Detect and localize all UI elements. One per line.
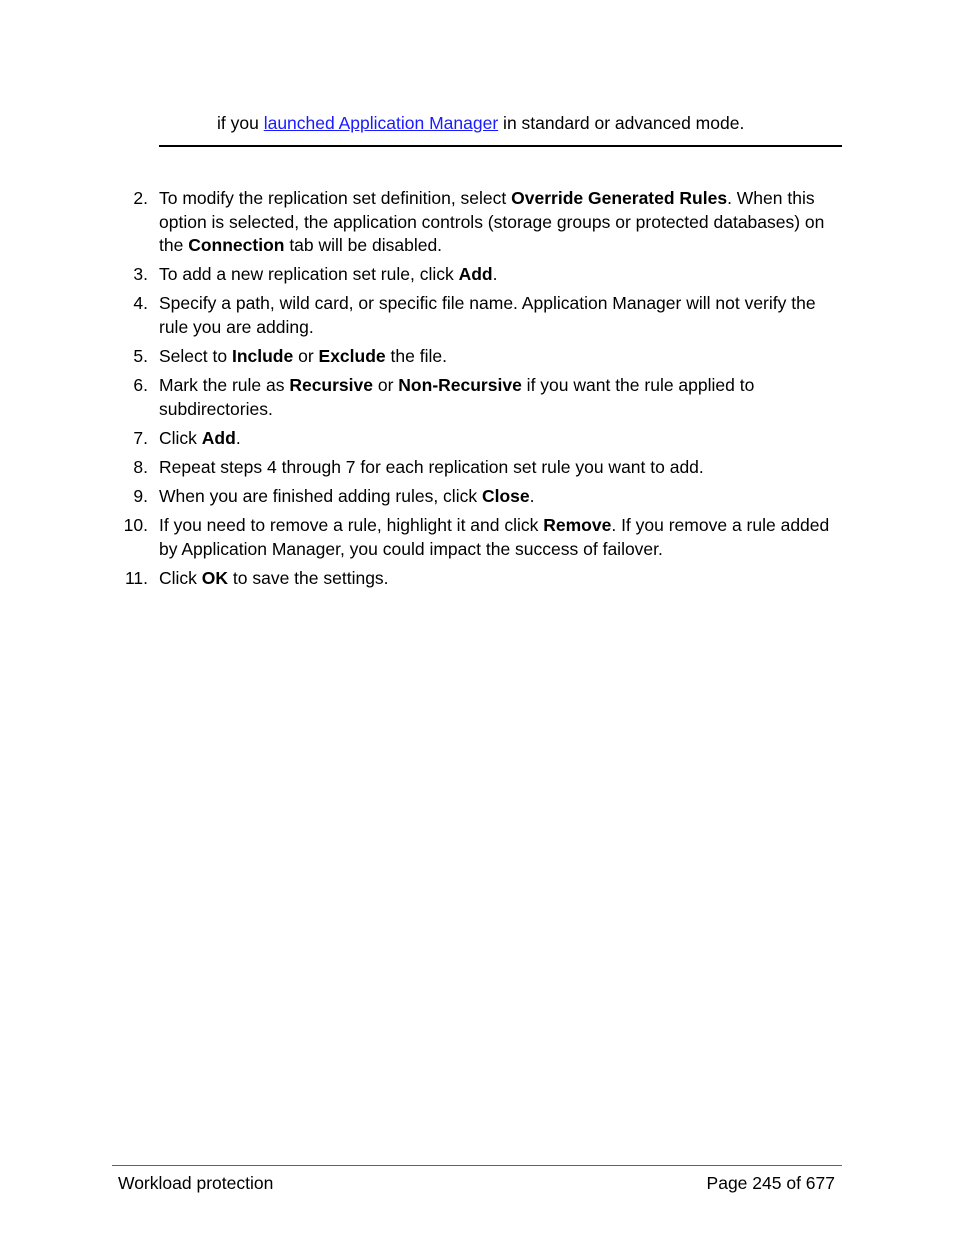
step-text-run: to save the settings. xyxy=(228,568,389,588)
step-text xyxy=(159,485,839,509)
step-text xyxy=(159,345,839,369)
step-ui-term: Override Generated Rules xyxy=(511,188,728,208)
step-text xyxy=(159,456,839,480)
footer-section-title: Workload protection xyxy=(118,1173,274,1193)
step-number: 11. xyxy=(124,568,148,588)
step-text xyxy=(159,374,839,421)
step-text-run: Mark the rule as xyxy=(159,375,290,395)
step-text xyxy=(159,292,839,339)
step-number: 9. xyxy=(133,486,148,506)
note-prefix: if you xyxy=(217,113,264,133)
step-text xyxy=(159,567,839,591)
step-text-run: Click xyxy=(159,568,202,588)
step-text xyxy=(159,187,839,258)
step-number: 3. xyxy=(133,264,148,284)
step-text-run: To modify the replication set definition, select xyxy=(159,188,512,208)
step-text xyxy=(159,427,839,451)
step-ui-term: OK xyxy=(201,568,229,588)
step-text-run: . xyxy=(492,264,498,284)
step-ui-term: Connection xyxy=(188,235,285,255)
launched-application-manager-link[interactable]: launched Application Manager xyxy=(263,113,499,133)
step-ui-term: Close xyxy=(481,486,530,506)
step-text-run: To add a new replication set rule, click xyxy=(159,264,459,284)
step-text-run: . When this option is selected, the application controls (storage groups or protected databases) on the xyxy=(159,188,825,255)
step-ui-term: Include xyxy=(231,346,294,366)
note-text xyxy=(217,112,744,134)
step-text-run: If you need to remove a rule, highlight it and click xyxy=(159,515,544,535)
note-suffix: in standard or advanced mode. xyxy=(498,113,745,133)
step-text xyxy=(159,263,839,287)
step-number: 7. xyxy=(133,428,148,448)
step-ui-term: Recursive xyxy=(289,375,373,395)
step-ui-term: Remove xyxy=(543,515,612,535)
step-number: 6. xyxy=(133,375,148,395)
step-ui-term: Non-Recursive xyxy=(398,375,522,395)
step-text-run: . If you remove a rule added by Application Manager, you could impact the success of failover. xyxy=(159,515,830,559)
step-number: 5. xyxy=(133,346,148,366)
step-number: 8. xyxy=(133,457,148,477)
step-text xyxy=(159,514,839,561)
step-text-run: Click xyxy=(159,428,202,448)
footer-divider xyxy=(112,1165,842,1166)
step-text-run: . xyxy=(529,486,535,506)
note-divider xyxy=(159,145,842,147)
step-ui-term: Add xyxy=(458,264,493,284)
step-text-run: Select to xyxy=(159,346,232,366)
step-ui-term: Add xyxy=(201,428,236,448)
step-text-run: Specify a path, wild card, or specific file name. Application Manager will not verify the rule you are adding. xyxy=(159,293,816,337)
step-ui-term: Exclude xyxy=(318,346,386,366)
step-text-run: . xyxy=(235,428,241,448)
step-text-run: Repeat steps 4 through 7 for each replication set rule you want to add. xyxy=(159,457,704,477)
step-text-run: or xyxy=(293,346,319,366)
step-text-run: or xyxy=(373,375,399,395)
step-text-run: tab will be disabled. xyxy=(284,235,443,255)
step-number: 2. xyxy=(133,188,148,208)
footer-page-number: Page 245 of 677 xyxy=(706,1173,835,1193)
step-text-run: if you want the rule applied to subdirectories. xyxy=(159,375,755,419)
step-number: 10. xyxy=(123,515,148,535)
step-text-run: the file. xyxy=(385,346,447,366)
step-text-run: When you are finished adding rules, click xyxy=(159,486,482,506)
step-number: 4. xyxy=(133,293,148,313)
